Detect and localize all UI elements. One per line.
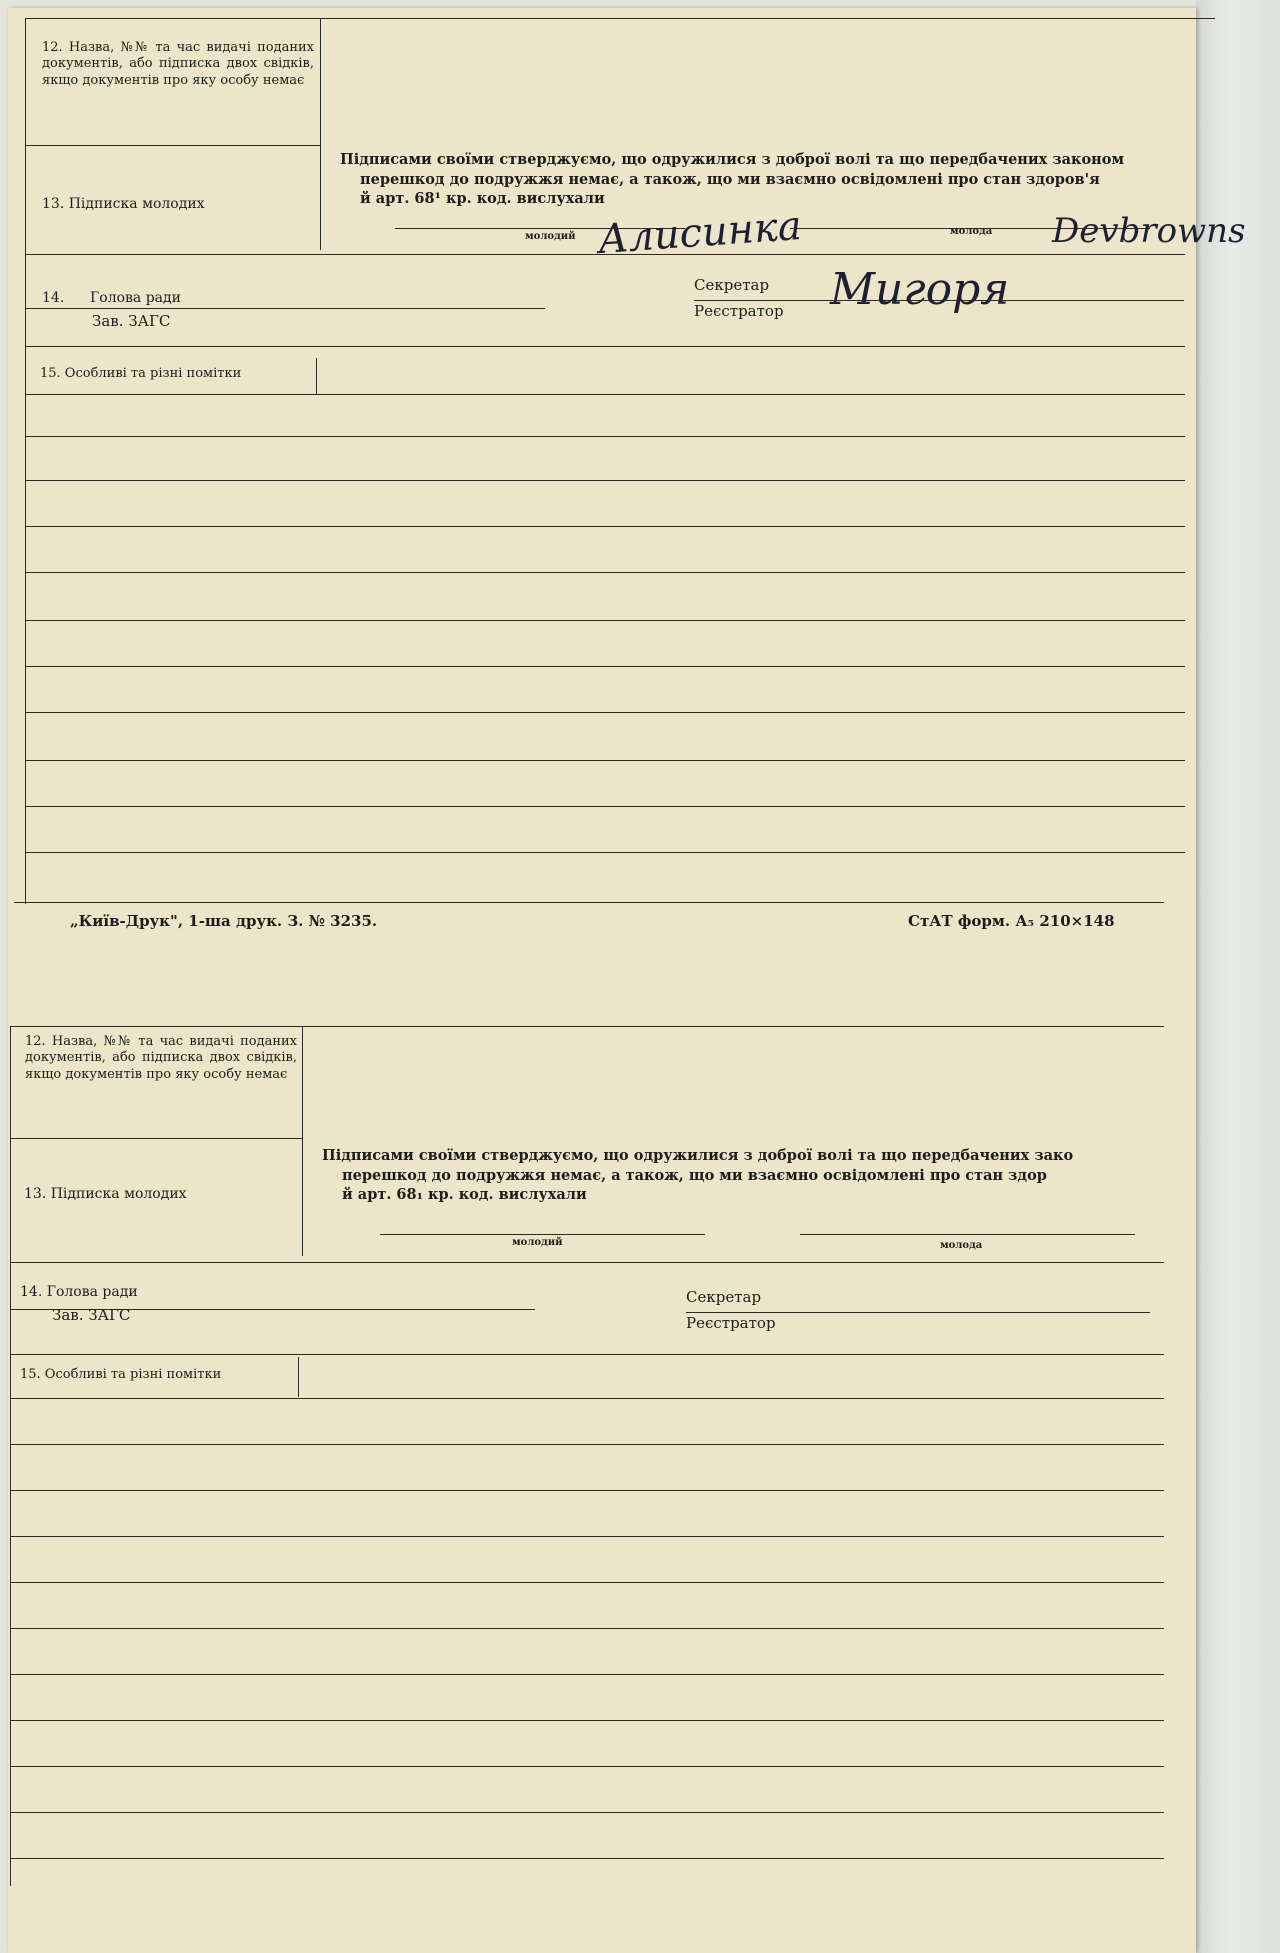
bride-caption: молода bbox=[950, 226, 993, 237]
consent-statement-2 bbox=[322, 1146, 1073, 1205]
field-14-sub: Зав. ЗАГС bbox=[92, 312, 171, 330]
registrar-label-2: Реєстратор bbox=[686, 1314, 776, 1332]
statement-line-2: перешкод до подружжя немає, а також, що ми взаємно освідомлені про стан здоров'я bbox=[360, 170, 1100, 188]
registrar-signature: Мигоря bbox=[830, 264, 1010, 315]
groom-caption: молодий bbox=[525, 231, 576, 242]
statement-line-1: Підписами своїми стверджуємо, що одружилися з доброї волі та що передбачених законом bbox=[340, 151, 1125, 168]
field-14-label-2: 14. Голова ради bbox=[20, 1284, 138, 1300]
statement-line-3-2: й арт. 68₁ кр. код. вислухали bbox=[342, 1186, 587, 1204]
groom-caption-2: молодий bbox=[512, 1237, 563, 1248]
form-code: СтАТ форм. А₅ 210×148 bbox=[908, 912, 1115, 930]
registrar-label: Реєстратор bbox=[694, 302, 784, 320]
field-15-label: 15. Особливі та різні помітки bbox=[40, 366, 242, 381]
bride-caption-2: молода bbox=[940, 1240, 983, 1251]
bride-signature: Devbrowns bbox=[1052, 211, 1246, 251]
field-14-number: 14. bbox=[42, 290, 65, 306]
printer-imprint: „Київ-Друк", 1-ша друк. З. № 3235. bbox=[70, 912, 378, 930]
statement-line-1-2: Підписами своїми стверджуємо, що одружилися з доброї волі та що передбачених зако bbox=[322, 1147, 1074, 1164]
statement-line-2-2: перешкод до подружжя немає, а також, що ми взаємно освідомлені про стан здор bbox=[342, 1166, 1047, 1184]
statement-line-3: й арт. 68¹ кр. код. вислухали bbox=[360, 190, 605, 208]
field-12-label-2: 12. Назва, №№ та час видачі поданих документів, або підписка двох свідків, якщо документів про яку особу немає bbox=[25, 1034, 297, 1082]
groom-signature: Алисинка bbox=[596, 202, 804, 264]
secretary-label-2: Секретар bbox=[686, 1288, 762, 1306]
field-14-label: Голова ради bbox=[90, 290, 181, 306]
field-12-label: 12. Назва, №№ та час видачі поданих документів, або підписка двох свідків, якщо документів про яку особу немає bbox=[42, 40, 314, 88]
field-15-label-2: 15. Особливі та різні помітки bbox=[20, 1367, 222, 1382]
secretary-label: Секретар bbox=[694, 276, 770, 294]
field-13-label-2: 13. Підписка молодих bbox=[24, 1186, 187, 1202]
field-13-label: 13. Підписка молодих bbox=[42, 196, 205, 212]
field-14-sub-2: Зав. ЗАГС bbox=[52, 1306, 131, 1324]
